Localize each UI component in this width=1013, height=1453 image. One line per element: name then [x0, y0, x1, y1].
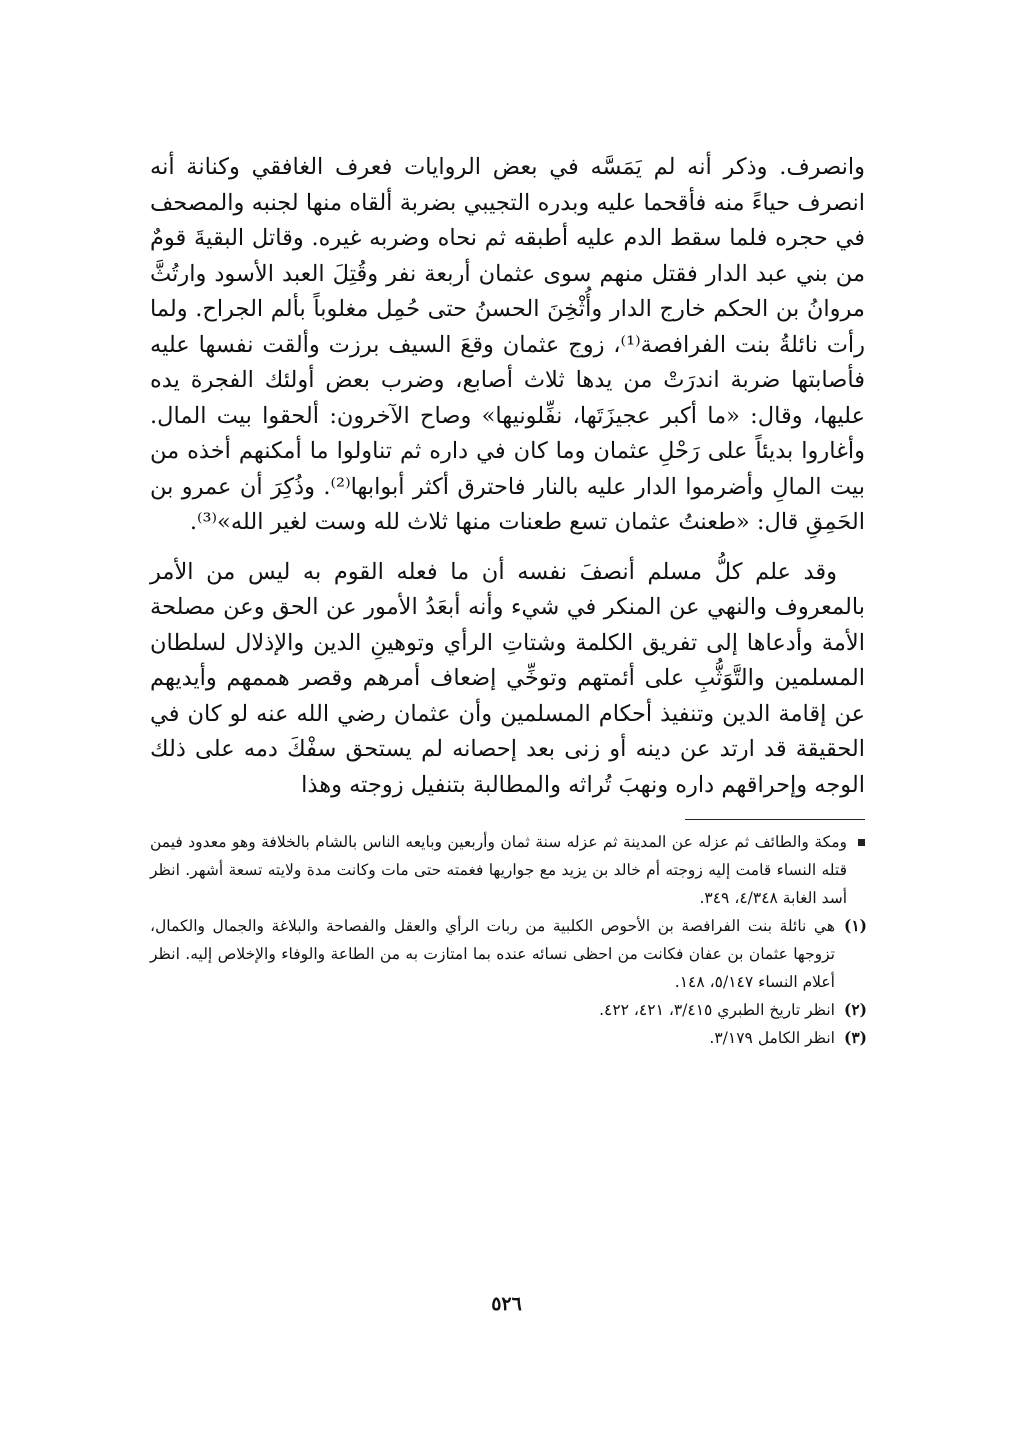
footnote-2-text: انظر تاريخ الطبري ٣/٤١٥، ٤٢١، ٤٢٢.: [599, 1001, 835, 1019]
footnote-1: [150, 912, 865, 996]
footnote-3-text: انظر الكامل ٣/١٧٩.: [709, 1029, 835, 1047]
continuation-square-icon: [858, 839, 865, 846]
footnote-1-text: هي نائلة بنت الفرافصة بن الأحوص الكلبية من ربات الرأي والعقل والفصاحة والبلاغة والجمال والكمال، تزوجها عثمان بن عفان فكانت من احظى نسائه عنده بما امتازت به من الطاعة والوفاء والإخلاص إليه. انظر أعلام النساء ٥/١٤٧، ١٤٨.: [150, 917, 835, 991]
footnote-3: [150, 1024, 865, 1052]
paragraph-2: وقد علم كلُّ مسلم أنصفَ نفسه أن ما فعله القوم به ليس من الأمر بالمعروف والنهي عن المنكر في شيء وأنه أبعَدُ الأمور عن الحق وعن مصلحة الأمة وأدعاها إلى تفريق الكلمة وشتاتِ الرأي وتوهينِ الدين والإذلال لسلطان المسلمين والتَّوَثُّبِ على أئمتهم وتوخِّي إضعاف أمرهم وقصر هممهم وأيديهم عن إقامة الدين وتنفيذ أحكام المسلمين وأن عثمان رضي الله عنه لو كان في الحقيقة قد ارتد عن دينه أو زنى بعد إحصانه لم يستحق سفْكَ دمه على ذلك الوجه وإحراقهم داره ونهبَ تُراثه والمطالبة بتنفيل زوجته وهذا: [150, 558, 865, 798]
page: [150, 150, 865, 1052]
footnote-2: [150, 996, 865, 1024]
footnote-3-marker: (٣): [843, 1028, 867, 1047]
footnote-continuation: [150, 828, 865, 912]
main-text: [150, 150, 865, 803]
paragraph-1: وانصرف. وذكر أنه لم يَمَسَّه في بعض الروايات فعرف الغافقي وكنانة أنه انصرف حياءً منه فأقحما عليه وبدره التجيبي بضربة ألقاه منها لجنبه والمصحف في حجره فلما سقط الدم عليه أطبقه ثم نحاه وضربه غيره. وقاتل البقيةَ قومٌ من بني عبد الدار فقتل منهم سوى عثمان أربعة نفر وقُتِلَ العبد الأسود وارتُثَّ مروانُ بن الحكم خارج الدار وأُثْخِنَ الحسنُ حتى حُمِل مغلوباً بألم الجراح. ولما رأت نائلةُ بنت الفرافصة⁽¹⁾، زوج عثمان وقعَ السيف برزت وألقت نفسها عليه فأصابتها ضربة اندرَتْ من يدها ثلاث أصابع، وضرب بعض أولئك الفجرة يده عليها، وقال: «ما أكبر عجيزَتَها، نفِّلونيها» وصاح الآخرون: ألحقوا بيت المال. وأغاروا بديئاً على رَحْلِ عثمان وما كان في داره ثم تناولوا ما أمكنهم أخذه من بيت المالِ وأضرموا الدار عليه بالنار فاحترق أكثر أبوابها⁽²⁾. وذُكِرَ أن عمرو بن الحَمِقِ قال: «طعنتُ عثمان تسع طعنات منها ثلاث لله وست لغير الله»⁽³⁾.: [150, 154, 865, 535]
footnote-divider: [685, 819, 865, 820]
footnote-2-marker: (٢): [843, 1000, 867, 1019]
page-number: ٥٢٦: [491, 1293, 522, 1315]
footnote-continuation-text: ومكة والطائف ثم عزله عن المدينة ثم عزله سنة ثمان وأربعين وبايعه الناس بالشام بالخلافة وهو معدود فيمن قتله النساء قامت إليه زوجته أم خالد بن يزيد مع جواريها فغمته حتى مات وكانت مدة ولايته تسعة أشهر. انظر أسد الغابة ٤/٣٤٨، ٣٤٩.: [150, 833, 847, 907]
footnotes: [150, 828, 865, 1052]
footnote-1-marker: (١): [843, 916, 867, 935]
